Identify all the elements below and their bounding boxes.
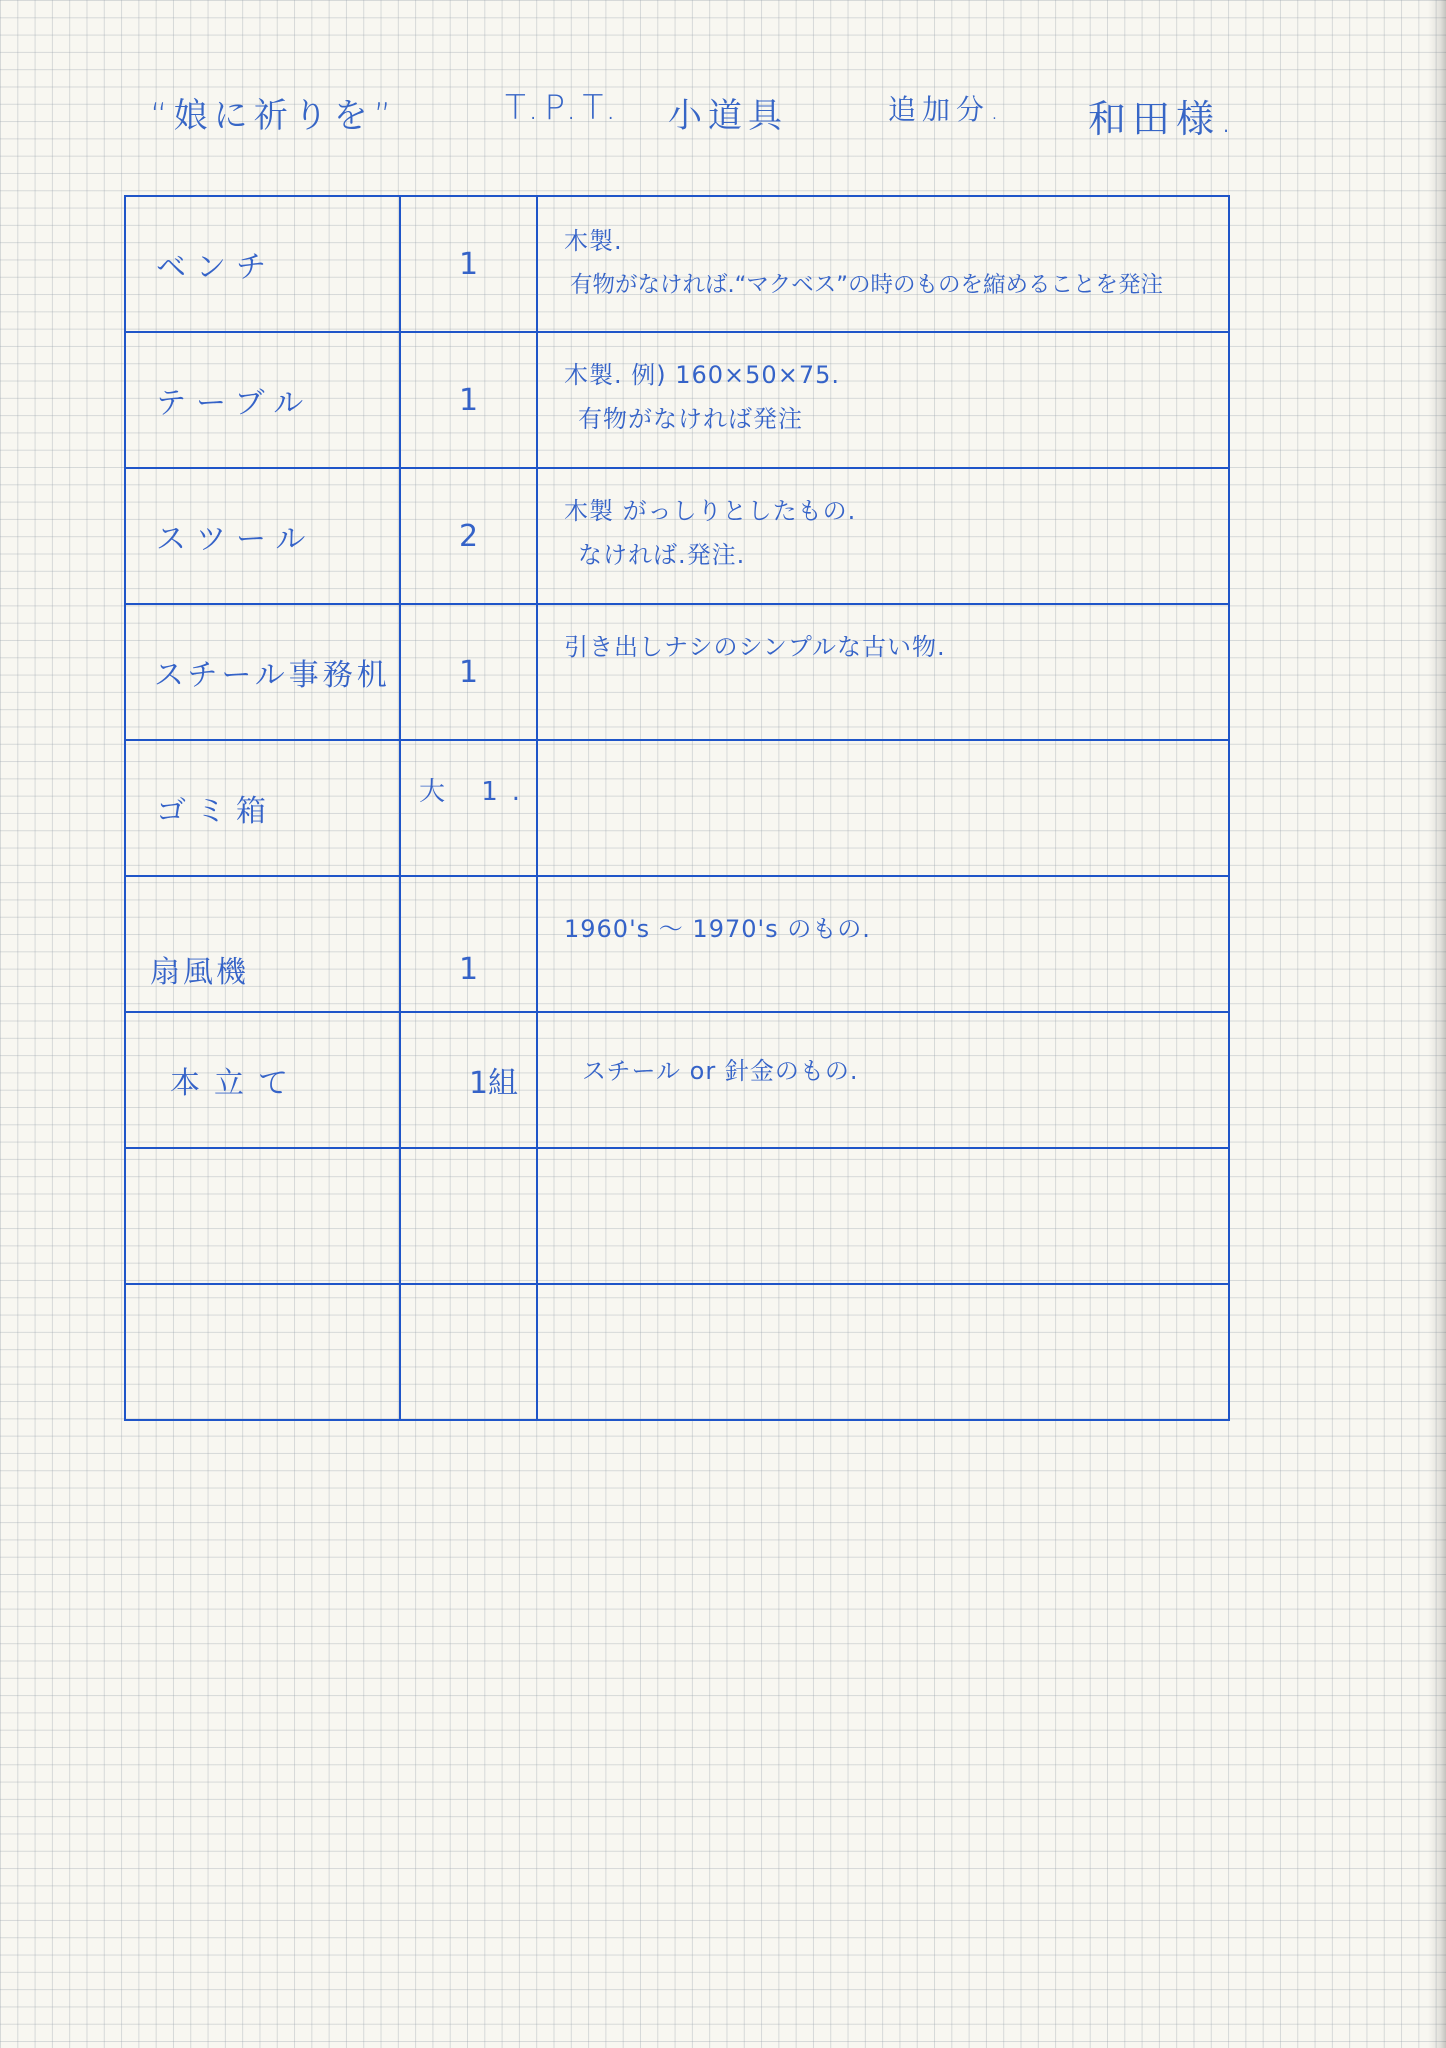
- qty-cell: [400, 740, 537, 876]
- table-row: [125, 1284, 1229, 1420]
- note-line: 有物がなければ.“マクベス”の時のものを縮めることを発注: [570, 272, 1163, 298]
- qty-cell: [400, 604, 537, 740]
- props-table: [124, 195, 1230, 1421]
- document-header: [150, 88, 1310, 148]
- table-row: [125, 196, 1229, 332]
- notes-cell: [537, 1148, 1229, 1284]
- sheet-edge-shadow: [1428, 0, 1446, 2048]
- item-name: テーブル: [156, 386, 314, 421]
- table-row: [125, 876, 1229, 1012]
- item-name: ゴミ箱: [156, 794, 276, 829]
- qty-cell: [400, 876, 537, 1012]
- table-row: [125, 1012, 1229, 1148]
- table-row: [125, 332, 1229, 468]
- item-name: スチール事務机: [154, 658, 391, 693]
- note-line: 木製.: [564, 227, 623, 255]
- note-line: 木製. 例) 160×50×75.: [564, 361, 840, 389]
- play-title: “娘に祈りを”: [150, 96, 398, 136]
- table-row: [125, 740, 1229, 876]
- notes-cell: [537, 740, 1229, 876]
- item-name: 扇風機: [150, 955, 249, 990]
- item-cell: [125, 1012, 400, 1148]
- note-line: なければ.発注.: [578, 541, 746, 569]
- notes-cell: [537, 468, 1229, 604]
- qty-cell: [400, 1148, 537, 1284]
- item-cell: [125, 1148, 400, 1284]
- item-quantity: 大 1.: [419, 777, 535, 807]
- table-row: [125, 604, 1229, 740]
- note-line: 1960's 〜 1970's のもの.: [564, 915, 871, 943]
- item-cell: [125, 1284, 400, 1420]
- recipient-name: 和田様.: [1088, 97, 1239, 141]
- qty-cell: [400, 332, 537, 468]
- item-cell: [125, 740, 400, 876]
- qty-cell: [400, 468, 537, 604]
- item-quantity: 1: [458, 382, 479, 418]
- table-row: [125, 468, 1229, 604]
- item-quantity: 2: [458, 518, 479, 554]
- qty-cell: [400, 1012, 537, 1148]
- item-name: 本立て: [170, 1066, 302, 1101]
- item-cell: [125, 604, 400, 740]
- qty-cell: [400, 196, 537, 332]
- item-cell: [125, 876, 400, 1012]
- notes-cell: [537, 604, 1229, 740]
- additional-note: 追加分.: [888, 93, 1005, 126]
- item-name: ベンチ: [156, 250, 276, 285]
- item-cell: [125, 196, 400, 332]
- qty-cell: [400, 1284, 537, 1420]
- notes-cell: [537, 876, 1229, 1012]
- category-label: 小道具: [668, 96, 788, 136]
- item-quantity: 1: [458, 951, 479, 987]
- notes-cell: [537, 332, 1229, 468]
- item-name: スツール: [156, 522, 316, 557]
- item-quantity: 1: [458, 654, 479, 690]
- item-quantity: 1組: [468, 1066, 519, 1101]
- item-quantity: 1: [458, 246, 479, 282]
- item-cell: [125, 332, 400, 468]
- table-row: [125, 1148, 1229, 1284]
- note-line: スチール or 針金のもの.: [582, 1057, 859, 1085]
- note-line: 有物がなければ発注: [578, 405, 803, 433]
- note-line: 引き出しナシのシンプルな古い物.: [564, 633, 946, 661]
- item-cell: [125, 468, 400, 604]
- notes-cell: [537, 196, 1229, 332]
- notes-cell: [537, 1012, 1229, 1148]
- note-line: 木製 がっしりとしたもの.: [564, 497, 857, 525]
- notes-cell: [537, 1284, 1229, 1420]
- company-name: T.P.T.: [505, 88, 623, 128]
